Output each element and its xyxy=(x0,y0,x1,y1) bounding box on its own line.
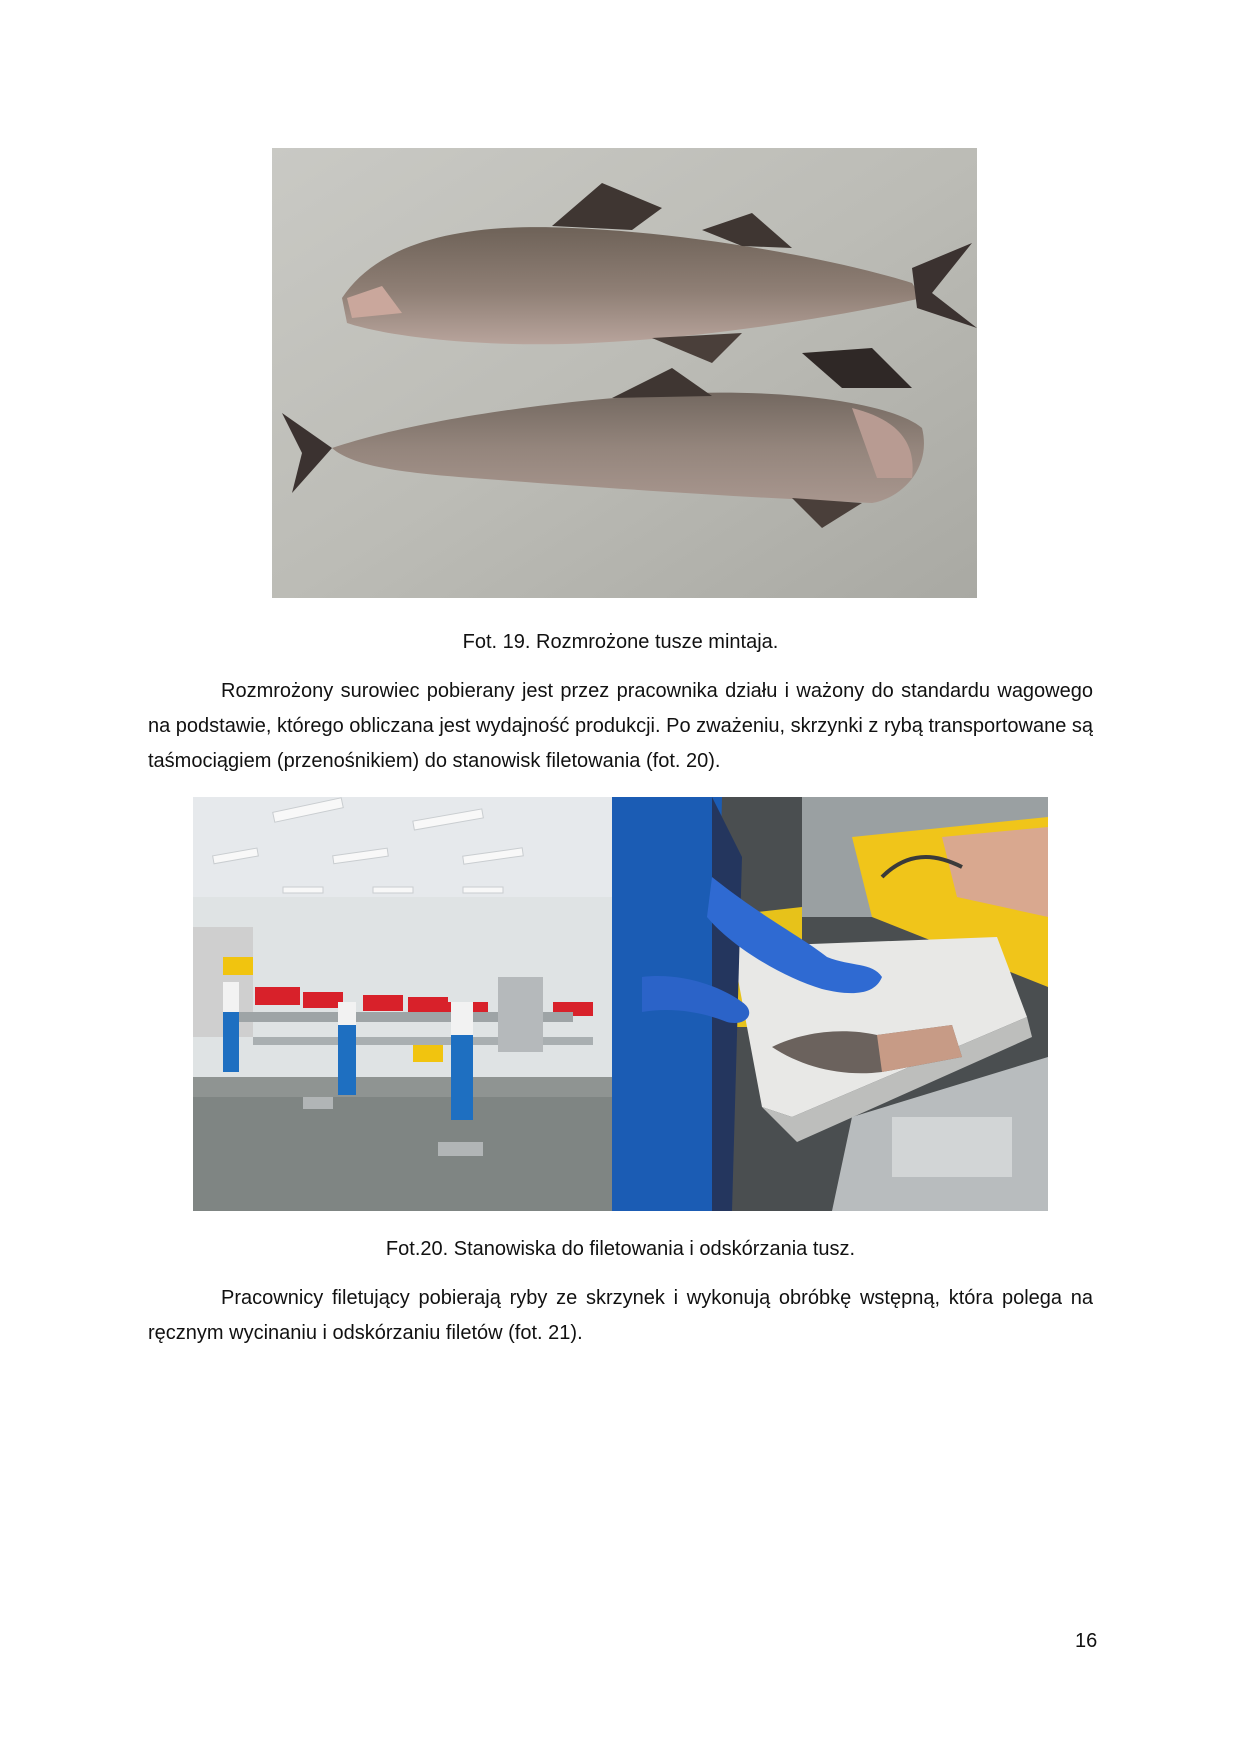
paragraph-2 xyxy=(148,1281,1093,1351)
paragraph-2-text: Pracownicy filetujący pobierają ryby ze skrzynek i wykonują obróbkę wstępną, która polega na ręcznym wycinaniu i odskórzaniu filetów (fot. 21). xyxy=(148,1287,1093,1344)
paragraph-1-text: Rozmrożony surowiec pobierany jest przez pracownika działu i ważony do standardu wagowego na podstawie, którego obliczana jest wydajność produkcji. Po zważeniu, skrzynki z rybą transportowane są taśmociągiem (przenośnikiem) do stanowisk filetowania (fot. 20). xyxy=(148,680,1093,772)
photo-processing-hall xyxy=(193,797,612,1211)
photo-filleting-closeup xyxy=(612,797,1048,1211)
figure-19-caption: Fot. 19. Rozmrożone tusze mintaja. xyxy=(462,631,779,653)
figure-20-caption: Fot.20. Stanowiska do filetowania i odskórzania tusz. xyxy=(385,1238,856,1260)
paragraph-1 xyxy=(148,674,1093,779)
page-number: 16 xyxy=(1075,1630,1098,1652)
photo-thawed-pollock xyxy=(272,148,977,598)
